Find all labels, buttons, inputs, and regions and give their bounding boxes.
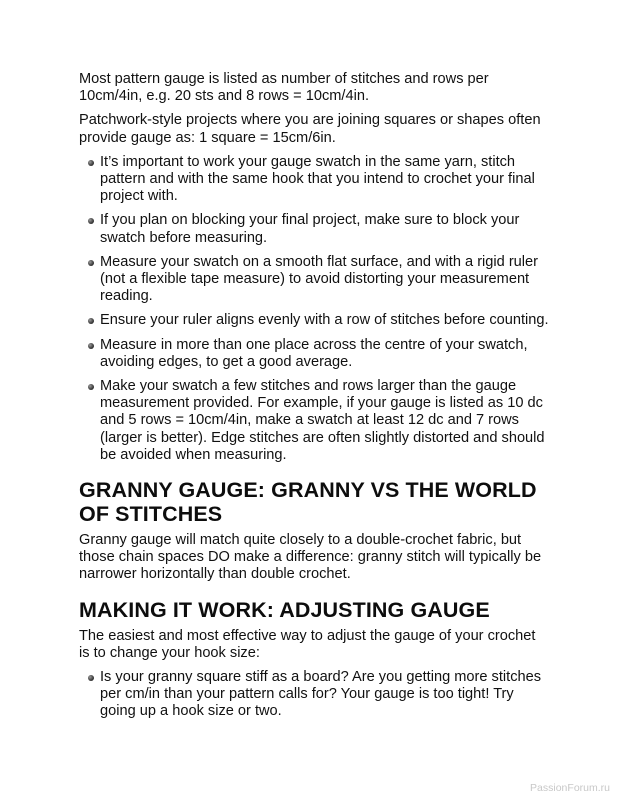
round-bullet-icon [88, 218, 94, 224]
document-page [79, 71, 549, 729]
adjusting-gauge-list [79, 669, 549, 721]
list-item [79, 669, 549, 721]
round-bullet-icon [88, 343, 94, 349]
swatch-tips-list [79, 154, 549, 464]
list-item [79, 154, 549, 206]
list-item-text: Make your swatch a few stitches and rows larger than the gauge measurement provided. For example, if your gauge is listed as 10 dc and 5 rows = 10cm/4in, make a swatch at least 12 dc and 7 rows (larger is better). Edge stitches are often slightly distorted and should be avoided when measuring. [100, 378, 545, 463]
round-bullet-icon [88, 260, 94, 266]
intro-paragraph-patchwork: Patchwork-style projects where you are joining squares or shapes often provide gauge as: 1 square = 15cm/6in. [79, 112, 541, 146]
granny-gauge-paragraph: Granny gauge will match quite closely to a double-crochet fabric, but those chain spaces DO make a difference: granny stitch will typically be narrower horizontally than double crochet. [79, 532, 542, 583]
list-item [79, 254, 549, 306]
list-item [79, 378, 549, 464]
round-bullet-icon [88, 160, 94, 166]
list-item [79, 337, 549, 371]
granny-gauge-heading: GRANNY GAUGE: GRANNY VS THE WORLD OF STITCHES [79, 478, 537, 527]
list-item-text: Measure your swatch on a smooth flat surface, and with a rigid ruler (not a flexible tape measure) to avoid distorting your measurement reading. [100, 253, 539, 305]
list-item-text: Ensure your ruler aligns evenly with a row of stitches before counting. [100, 312, 549, 329]
intro-paragraph-gauge-listing: Most pattern gauge is listed as number of stitches and rows per 10cm/4in, e.g. 20 sts and 8 rows = 10cm/4in. [79, 71, 489, 105]
list-item-text: If you plan on blocking your final project, make sure to block your swatch before measuring. [100, 212, 520, 246]
adjusting-gauge-paragraph: The easiest and most effective way to adjust the gauge of your crochet is to change your hook size: [79, 627, 536, 661]
round-bullet-icon [88, 318, 94, 324]
site-watermark: PassionForum.ru [530, 782, 610, 794]
round-bullet-icon [88, 675, 94, 681]
list-item-text: Is your granny square stiff as a board? Are you getting more stitches per cm/in than your pattern calls for? Your gauge is too tight! Try going up a hook size or two. [100, 669, 542, 720]
adjusting-gauge-heading: MAKING IT WORK: ADJUSTING GAUGE [79, 597, 490, 622]
list-item [79, 312, 549, 329]
round-bullet-icon [88, 384, 94, 390]
list-item [79, 212, 549, 246]
list-item-text: It’s important to work your gauge swatch in the same yarn, stitch pattern and with the same hook that you intend to crochet your final project with. [100, 153, 535, 205]
list-item-text: Measure in more than one place across the centre of your swatch, avoiding edges, to get a good average. [100, 336, 528, 370]
